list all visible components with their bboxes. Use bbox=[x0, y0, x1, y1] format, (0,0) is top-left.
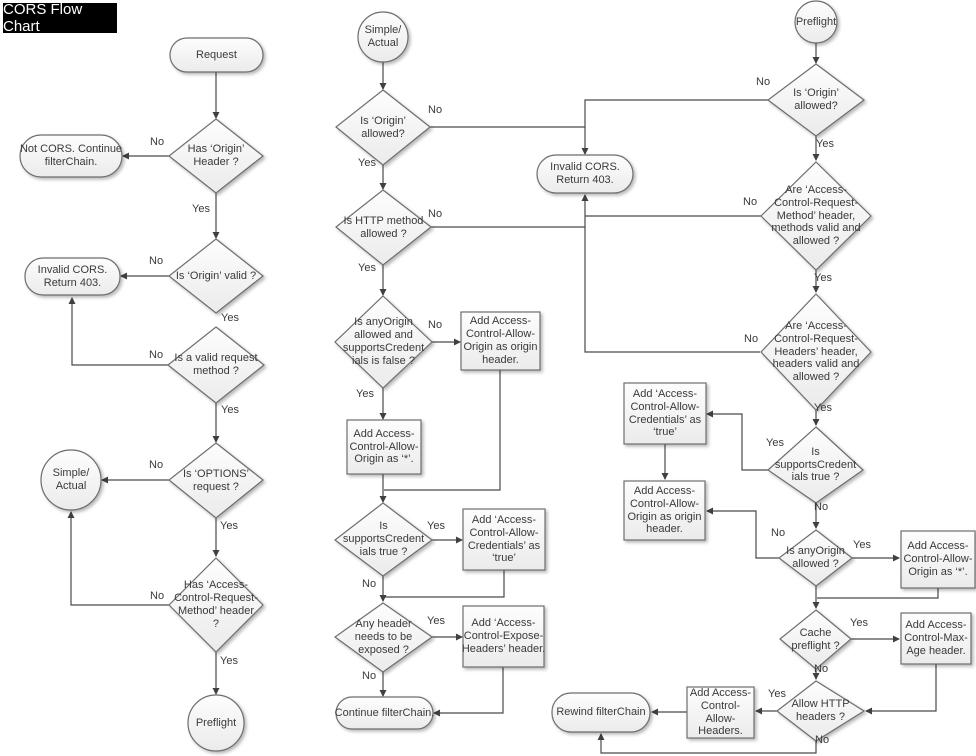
header-exposed-decision bbox=[335, 603, 432, 672]
preflight-right-label: Preflight bbox=[795, 15, 837, 28]
edge-label-no: No bbox=[771, 527, 786, 539]
continue-chain-terminator bbox=[336, 697, 433, 729]
add-expose-headers-label: Add ‘Access- Control-Expose- Headers’ header. bbox=[461, 617, 546, 655]
valid-method-label: Is a valid request method ? bbox=[174, 352, 258, 377]
simple-actual-mid-label: Simple/ Actual bbox=[364, 24, 402, 49]
add-expose-headers-process bbox=[463, 606, 544, 667]
cache-preflight-label: Cache preflight ? bbox=[791, 626, 840, 652]
not-cors-label: Not CORS. Continue filterChain. bbox=[19, 143, 123, 168]
add-credentials-true-mid-process bbox=[463, 509, 545, 570]
edge-label-yes: Yes bbox=[358, 262, 376, 274]
simple-actual-mid-connector bbox=[358, 12, 408, 62]
add-allow-headers-label: Add Access- Control- Allow- Headers. bbox=[689, 686, 752, 738]
valid-method-decision bbox=[168, 327, 264, 403]
add-origin-star-mid-label: Add Access- Control-Allow- Origin as ‘*’. bbox=[349, 427, 419, 466]
header-exposed-label: Any header needs to be exposed ? bbox=[354, 618, 413, 656]
connector bbox=[707, 511, 779, 558]
add-origin-header-mid-process bbox=[461, 312, 540, 370]
edge-label-no: No bbox=[428, 104, 443, 116]
origin-allowed-right-decision bbox=[768, 64, 864, 136]
edge-label-no: No bbox=[362, 670, 377, 682]
edge-label-yes: Yes bbox=[814, 402, 832, 414]
edge-label-no: No bbox=[743, 196, 758, 208]
has-acrm-header-label: Has ‘Access- Control-Request- Method’ header ? bbox=[174, 579, 258, 630]
connector bbox=[71, 512, 169, 605]
supports-credentials-right-decision bbox=[768, 427, 863, 503]
add-max-age-label: Add Access- Control-Max- Age header. bbox=[904, 619, 968, 657]
supports-credentials-mid-label: Is supportsCredent ials true ? bbox=[342, 520, 425, 558]
origin-valid-label: Is ‘Origin’ valid ? bbox=[175, 269, 257, 282]
add-origin-header-right-process bbox=[624, 481, 705, 540]
edge-label-no: No bbox=[362, 578, 377, 590]
continue-chain-label: Continue filterChain. bbox=[334, 706, 435, 719]
supports-credentials-mid-decision bbox=[335, 503, 432, 576]
request-method-valid-decision bbox=[761, 162, 871, 270]
http-method-allowed-decision bbox=[336, 190, 431, 265]
edge-label-no: No bbox=[428, 208, 443, 220]
origin-valid-decision bbox=[169, 239, 263, 313]
edge-label-yes: Yes bbox=[220, 520, 238, 532]
connector bbox=[817, 588, 938, 598]
invalid-cors-left-terminator bbox=[25, 258, 120, 295]
not-cors-terminator bbox=[20, 135, 122, 177]
invalid-cors-mid-label: Invalid CORS. Return 403. bbox=[550, 161, 620, 186]
rewind-chain-label: Rewind filterChain bbox=[556, 706, 646, 719]
has-origin-header-label: Has ‘Origin’ Header ? bbox=[187, 143, 245, 168]
edge-label-yes: Yes bbox=[192, 203, 210, 215]
preflight-left-label: Preflight bbox=[195, 716, 237, 729]
edge-label-no: No bbox=[150, 136, 165, 148]
connector bbox=[384, 570, 504, 597]
add-credentials-true-right-process bbox=[624, 383, 706, 444]
preflight-left-connector bbox=[188, 695, 244, 751]
simple-actual-left-label: Simple/ Actual bbox=[52, 467, 90, 492]
has-origin-header-decision bbox=[169, 119, 263, 193]
options-request-decision bbox=[169, 443, 263, 518]
edge-label-no: No bbox=[756, 76, 771, 88]
connector bbox=[707, 414, 768, 470]
edge-label-no: No bbox=[149, 349, 164, 361]
edge-label-no: No bbox=[814, 663, 829, 675]
edge-label-yes: Yes bbox=[427, 520, 445, 532]
edge-label-yes: Yes bbox=[427, 615, 445, 627]
supports-credentials-right-label: Is supportsCredent ials true ? bbox=[774, 445, 857, 484]
connector bbox=[72, 298, 168, 365]
anyorigin-allowed-decision bbox=[779, 530, 852, 586]
preflight-right-connector bbox=[795, 1, 837, 43]
chart-title: CORS Flow Chart bbox=[3, 3, 117, 33]
options-request-label: Is ‘OPTIONS’ request ? bbox=[182, 467, 249, 493]
edge-label-no: No bbox=[814, 501, 829, 513]
request-headers-valid-label: Are ‘Access- Control-Request- Headers’ header, headers valid and allowed ? bbox=[772, 319, 860, 384]
edge-label-no: No bbox=[149, 255, 164, 267]
connector bbox=[585, 195, 760, 352]
add-allow-headers-process bbox=[687, 687, 754, 738]
allow-http-headers-decision bbox=[777, 681, 864, 741]
edge-label-yes: Yes bbox=[221, 312, 239, 324]
origin-allowed-mid-decision bbox=[336, 90, 430, 165]
add-origin-star-mid-process bbox=[347, 420, 421, 474]
edge-label-yes: Yes bbox=[356, 388, 374, 400]
edge-label-yes: Yes bbox=[766, 437, 784, 449]
connector bbox=[866, 664, 936, 711]
add-origin-header-mid-label: Add Access- Control-Allow- Origin as origin header. bbox=[463, 315, 538, 366]
request-headers-valid-decision bbox=[761, 294, 871, 410]
edge-label-yes: Yes bbox=[850, 617, 868, 629]
edge-label-yes: Yes bbox=[816, 138, 834, 150]
edge-label-yes: Yes bbox=[768, 688, 786, 700]
edge-label-no: No bbox=[744, 333, 759, 345]
add-origin-star-right-label: Add Access- Control-Allow- Origin as ‘*’. bbox=[903, 540, 973, 578]
allow-http-headers-label: Allow HTTP headers ? bbox=[791, 698, 850, 723]
edge-label-yes: Yes bbox=[358, 157, 376, 169]
edge-label-no: No bbox=[149, 459, 164, 471]
add-origin-header-right-label: Add Access- Control-Allow- Origin as origin header. bbox=[627, 484, 702, 536]
invalid-cors-left-label: Invalid CORS. Return 403. bbox=[37, 263, 108, 289]
simple-actual-left-connector bbox=[41, 450, 101, 510]
anyorigin-credentials-label: Is anyOrigin allowed and supportsCredent ials is false ? bbox=[342, 316, 425, 367]
anyorigin-allowed-label: Is anyOrigin allowed ? bbox=[786, 545, 845, 570]
add-credentials-true-right-label: Add ‘Access- Control-Allow- Credentials’ as ‘true’ bbox=[628, 387, 702, 439]
edge-label-yes: Yes bbox=[814, 272, 832, 284]
rewind-chain-terminator bbox=[552, 693, 650, 732]
add-origin-star-right-process bbox=[901, 531, 975, 588]
connector bbox=[434, 667, 503, 713]
edge-label-yes: Yes bbox=[221, 404, 239, 416]
invalid-cors-mid-terminator bbox=[537, 155, 633, 193]
request-label: Request bbox=[196, 48, 237, 61]
request-method-valid-label: Are ‘Access- Control-Request- Method’ header, methods valid and allowed ? bbox=[771, 183, 861, 248]
cache-preflight-decision bbox=[780, 610, 851, 669]
edge-label-no: No bbox=[150, 590, 165, 602]
request-terminator bbox=[170, 38, 263, 72]
http-method-allowed-label: Is HTTP method allowed ? bbox=[343, 214, 424, 240]
add-max-age-process bbox=[901, 613, 971, 664]
edge-label-no: No bbox=[428, 319, 443, 331]
edge-label-no: No bbox=[815, 734, 830, 746]
has-acrm-header-decision bbox=[169, 558, 263, 652]
origin-allowed-mid-label: Is ‘Origin’ allowed? bbox=[360, 114, 406, 140]
edge-label-yes: Yes bbox=[220, 655, 238, 667]
origin-allowed-right-label: Is ‘Origin’ allowed? bbox=[793, 87, 839, 112]
connector bbox=[585, 100, 768, 154]
edge-label-yes: Yes bbox=[853, 539, 871, 551]
add-credentials-true-mid-label: Add ‘Access- Control-Allow- Credentials’ as ‘true’ bbox=[467, 513, 541, 565]
anyorigin-credentials-decision bbox=[335, 296, 432, 388]
